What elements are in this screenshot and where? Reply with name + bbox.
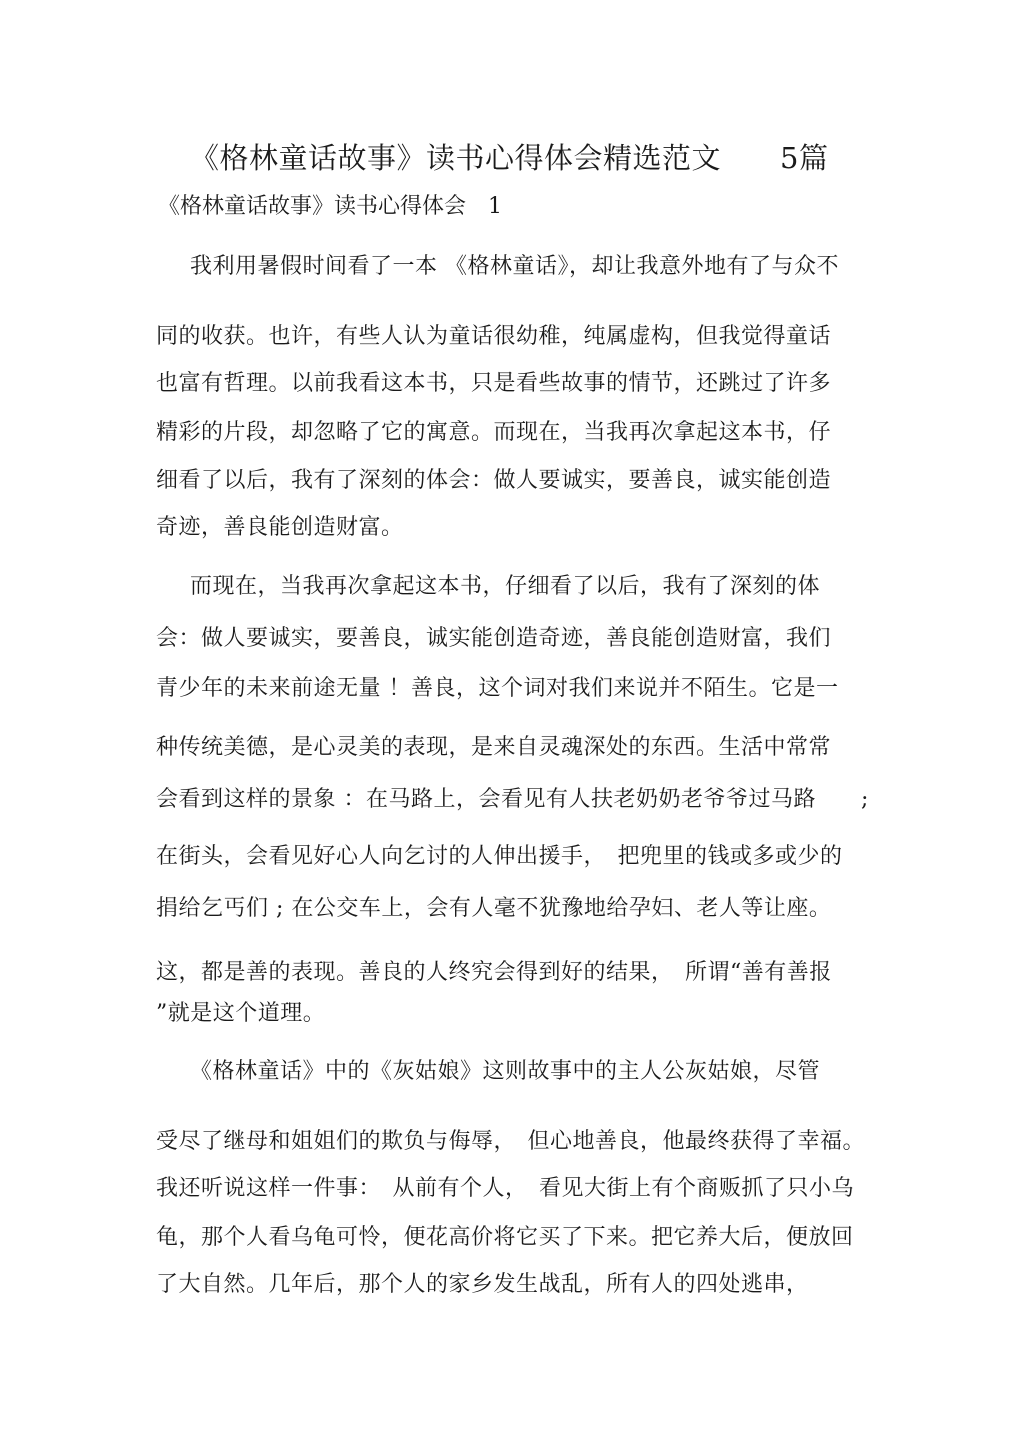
paragraph-line: 精彩的片段，却忽略了它的寓意。而现在，当我再次拿起这本书，仔: [156, 420, 832, 445]
paragraph-line: ”就是这个道理。: [156, 1001, 326, 1026]
paragraph-line: 同的收获。也许，有些人认为童话很幼稚，纯属虚构，但我觉得童话: [156, 324, 832, 349]
paragraph-line: 龟，那个人看乌龟可怜，便花高价将它买了下来。把它养大后，便放回: [156, 1225, 854, 1250]
paragraph-line: 《格林童话》中的《灰姑娘》这则故事中的主人公灰姑娘，尽管: [190, 1059, 821, 1084]
document-title: 《格林童话故事》读书心得体会精选范文 5篇: [190, 141, 829, 175]
paragraph-line: 这，都是善的表现。善良的人终究会得到好的结果， 所谓“善有善报: [156, 960, 832, 985]
paragraph-line: 奇迹，善良能创造财富。: [156, 515, 404, 540]
paragraph-line: 种传统美德，是心灵美的表现，是来自灵魂深处的东西。生活中常常: [156, 735, 832, 760]
paragraph-line: 青少年的未来前途无量 ！善良，这个词对我们来说并不陌生。它是一: [156, 676, 839, 701]
paragraph-line: 细看了以后，我有了深刻的体会：做人要诚实，要善良，诚实能创造: [156, 468, 832, 493]
paragraph-line: 也富有哲理。以前我看这本书，只是看些故事的情节，还跳过了许多: [156, 371, 832, 396]
paragraph-line: 了大自然。几年后，那个人的家乡发生战乱，所有人的四处逃串，: [156, 1272, 809, 1297]
paragraph-line: 受尽了继母和姐姐们的欺负与侮辱， 但心地善良，他最终获得了幸福。: [156, 1129, 866, 1154]
paragraph-line: 我还听说这样一件事： 从前有个人， 看见大街上有个商贩抓了只小乌: [156, 1176, 855, 1201]
paragraph-line: 我利用暑假时间看了一本 《格林童话》，却让我意外地有了与众不: [190, 254, 839, 279]
paragraph-line: 而现在，当我再次拿起这本书，仔细看了以后，我有了深刻的体: [190, 574, 821, 599]
document-subtitle: 《格林童话故事》读书心得体会 1: [158, 194, 502, 219]
paragraph-line: 会看到这样的景象 ：在马路上，会看见有人扶老奶奶老爷爷过马路 ;: [156, 787, 869, 812]
paragraph-line: 在街头，会看见好心人向乞讨的人伸出援手， 把兜里的钱或多或少的: [156, 844, 843, 869]
paragraph-line: 会：做人要诚实，要善良，诚实能创造奇迹，善良能创造财富，我们: [156, 626, 832, 651]
paragraph-line: 捐给乞丐们 ; 在公交车上，会有人毫不犹豫地给孕妇、老人等让座。: [156, 896, 832, 921]
